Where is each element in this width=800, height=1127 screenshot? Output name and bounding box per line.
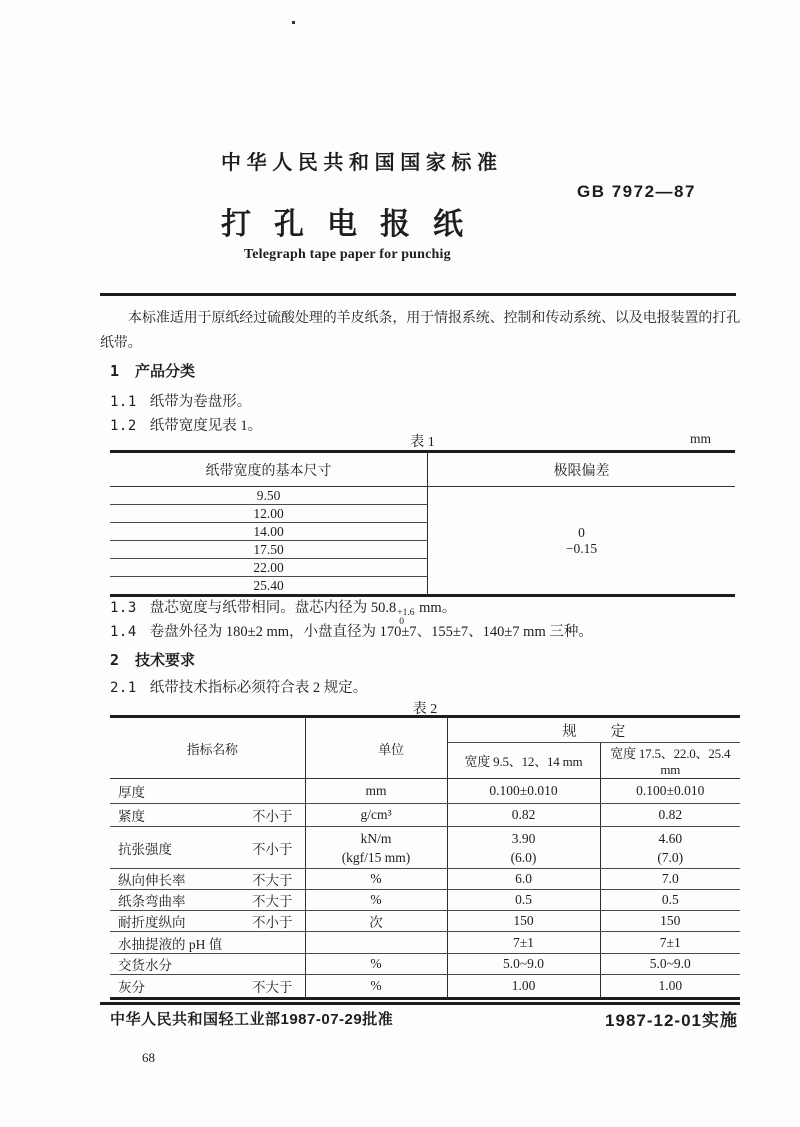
width-value: 17.50 (110, 541, 428, 559)
index-qualifier: 不大于 (252, 894, 293, 909)
table2-caption: 表 2 (412, 702, 438, 717)
table-1-tape-widths (110, 450, 735, 597)
value-line1: 3.90 (511, 830, 536, 846)
width-value: 14.00 (110, 523, 428, 541)
cell-unit: 次 (305, 911, 447, 932)
table-row (110, 779, 740, 804)
width-value: 9.50 (110, 487, 428, 505)
cell-name (110, 890, 305, 911)
cell-name (110, 911, 305, 932)
footer-rule (100, 1002, 740, 1005)
value-line1: 4.60 (658, 830, 683, 846)
index-name: 水抽提液的 pH 值 (118, 936, 223, 952)
clause-number: 1.1 (110, 394, 137, 410)
width-value: 22.00 (110, 559, 428, 577)
table-row (110, 869, 740, 890)
index-qualifier: 不小于 (252, 915, 293, 930)
clause-text-pre: 盘芯宽度与纸带相同。盘芯内径为 50.8 (149, 600, 397, 616)
clause-number: 1.3 (110, 600, 137, 616)
value-line2: (7.0) (657, 849, 684, 865)
width-value: 25.40 (110, 577, 428, 596)
cell-value-2 (600, 827, 740, 869)
cell-value-1: 150 (447, 911, 600, 932)
table2-header-spec-col2: 宽度 17.5、22.0、25.4 mm (600, 743, 740, 779)
index-qualifier: 不大于 (252, 980, 293, 995)
table2-header-spec: 规定 (447, 717, 740, 743)
cell-unit (305, 932, 447, 954)
index-name: 纸条弯曲率 (118, 894, 186, 909)
cell-value-2: 5.0~9.0 (600, 954, 740, 975)
cell-value-1 (447, 827, 600, 869)
cell-value-2: 7±1 (600, 932, 740, 954)
table2-header-unit: 单位 (305, 717, 447, 779)
index-name: 抗张强度 (118, 841, 172, 857)
table1-deviation-cell (428, 487, 736, 596)
index-name: 紧度 (118, 809, 145, 824)
table-row (110, 452, 735, 487)
cell-value-2: 7.0 (600, 869, 740, 890)
clause-text: 纸带技术指标必须符合表 2 规定。 (149, 680, 368, 696)
cell-value-1: 1.00 (447, 975, 600, 999)
cell-value-1: 0.82 (447, 804, 600, 827)
approval-note: 中华人民共和国轻工业部1987-07-29批准 (110, 1011, 394, 1028)
cell-name (110, 954, 305, 975)
clause-number: 2.1 (110, 680, 137, 696)
tolerance-upper: +1.6 (397, 608, 415, 618)
cell-unit: g/cm³ (305, 804, 447, 827)
clause-text: 纸带为卷盘形。 (149, 394, 252, 410)
section-number: 1 (110, 362, 120, 380)
index-qualifier: 不大于 (252, 873, 293, 888)
clause-text: 卷盘外径为 180±2 mm，小盘直径为 170±7、155±7、140±7 mm 三种。 (149, 624, 593, 640)
unit-line1: kN/m (360, 830, 392, 846)
cell-value-2: 0.82 (600, 804, 740, 827)
cell-unit: % (305, 890, 447, 911)
tolerance-lower: 0 (399, 616, 405, 627)
table1-col1-header: 纸带宽度的基本尺寸 (110, 452, 428, 487)
cell-unit: % (305, 954, 447, 975)
table-row (110, 932, 740, 954)
cell-value-1: 5.0~9.0 (447, 954, 600, 975)
index-qualifier: 不小于 (252, 809, 293, 824)
cell-value-2: 150 (600, 911, 740, 932)
standard-code: GB 7972—87 (577, 182, 696, 201)
table2-caption-row (110, 698, 740, 716)
scope-paragraph: 本标准适用于原纸经过硫酸处理的羊皮纸条，用于情报系统、控制和传动系统、以及电报装置的打孔纸带。 (100, 311, 740, 351)
cell-name (110, 975, 305, 999)
cell-value-2: 0.5 (600, 890, 740, 911)
value-line2: (6.0) (510, 849, 537, 865)
unit-line2: (kgf/15 mm) (341, 849, 411, 865)
document-title-cn: 打孔电报纸 (221, 208, 486, 241)
cell-value-2: 0.100±0.010 (600, 779, 740, 804)
cell-name (110, 932, 305, 954)
index-qualifier: 不小于 (252, 841, 293, 857)
index-name: 交货水分 (118, 958, 172, 973)
clause-1-4 (110, 616, 593, 641)
cell-name (110, 804, 305, 827)
table-row (110, 954, 740, 975)
table-row (110, 717, 740, 743)
document-title-en: Telegraph tape paper for punchig (244, 247, 451, 262)
table2-header-name: 指标名称 (110, 717, 305, 779)
section-1-heading (110, 360, 195, 381)
cell-value-1: 0.100±0.010 (447, 779, 600, 804)
table-row (110, 975, 740, 999)
section-title: 技术要求 (135, 652, 196, 669)
width-value: 12.00 (110, 505, 428, 523)
table-row (110, 890, 740, 911)
table1-caption-row (110, 431, 735, 449)
cell-unit: % (305, 975, 447, 999)
cell-value-1: 6.0 (447, 869, 600, 890)
clause-number: 1.2 (110, 418, 137, 434)
cell-value-1: 0.5 (447, 890, 600, 911)
cell-name (110, 779, 305, 804)
index-name: 纵向伸长率 (118, 873, 186, 888)
table-row (110, 827, 740, 869)
clause-2-1 (110, 676, 367, 697)
scan-artifact-dot (292, 21, 295, 24)
table-row (110, 487, 735, 505)
standard-designation: 中华人民共和国国家标准 (221, 152, 503, 174)
page-number: 68 (142, 1050, 155, 1065)
table1-col2-header: 极限偏差 (428, 452, 736, 487)
deviation-upper: 0 (578, 524, 585, 540)
index-name: 厚度 (118, 785, 145, 800)
table1-caption: 表 1 (410, 435, 435, 450)
cell-unit: % (305, 869, 447, 890)
table-row (110, 804, 740, 827)
clause-text (149, 600, 457, 627)
cell-unit: mm (305, 779, 447, 804)
section-2-heading (110, 649, 195, 670)
cell-name (110, 869, 305, 890)
implementation-note: 1987-12-01实施 (605, 1011, 738, 1030)
section-title: 产品分类 (135, 363, 196, 380)
cell-value-1: 7±1 (447, 932, 600, 954)
section-number: 2 (110, 651, 120, 669)
table1-unit-note: mm (689, 431, 711, 446)
index-name: 灰分 (118, 980, 145, 995)
cell-value-2: 1.00 (600, 975, 740, 999)
table-2-technical-specs (110, 715, 740, 1000)
clause-text-post: mm。 (415, 600, 457, 616)
table2-header-spec-col1: 宽度 9.5、12、14 mm (447, 743, 600, 779)
clause-text: 纸带宽度见表 1。 (149, 418, 263, 434)
cell-name (110, 827, 305, 869)
clause-1-1 (110, 390, 251, 411)
index-name: 耐折度纵向 (118, 915, 186, 930)
table-row (110, 911, 740, 932)
header-rule (100, 293, 736, 296)
deviation-lower: −0.15 (565, 540, 598, 556)
clause-number: 1.4 (110, 624, 137, 640)
cell-unit (305, 827, 447, 869)
